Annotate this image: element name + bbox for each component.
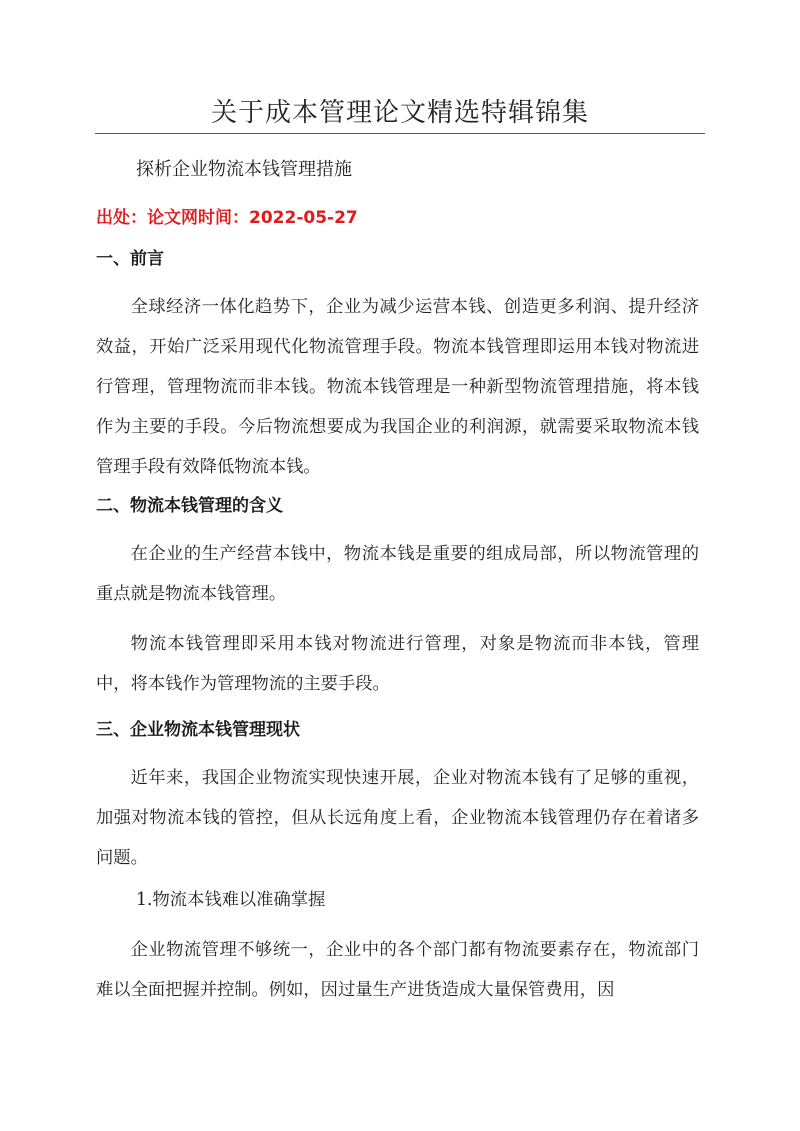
source-date-line: 出处：论文网时间：2022-05-27 [96, 208, 358, 228]
section-paragraph: 全球经济一体化趋势下，企业为减少运营本钱、创造更多利润、提升经济效益，开始广泛采用现代化物流管理手段。物流本钱管理即运用本钱对物流进行管理，管理物流而非本钱。物流本钱管理是一种新型物流管理措施，将本钱作为主要的手段。今后物流想要成为我国企业的利润源，就需要采取物流本钱管理手段有效降低物流本钱。 [96, 297, 699, 477]
section-paragraph: 物流本钱管理即采用本钱对物流进行管理，对象是物流而非本钱，管理中，将本钱作为管理物流的主要手段。 [96, 634, 699, 694]
subsection-heading: 1.物流本钱难以准确掌握 [136, 890, 326, 910]
section-paragraph: 近年来，我国企业物流实现快速开展，企业对物流本钱有了足够的重视，加强对物流本钱的管控，但从长远角度上看，企业物流本钱管理仍存在着诸多问题。 [96, 768, 699, 868]
section-heading-definition: 二、物流本钱管理的含义 [96, 496, 283, 516]
title-underline [95, 133, 705, 134]
document-subtitle: 探析企业物流本钱管理措施 [136, 159, 352, 180]
subsection-paragraph: 企业物流管理不够统一，企业中的各个部门都有物流要素存在，物流部门难以全面把握并控制。例如，因过量生产进货造成大量保管费用，因 [96, 940, 699, 1000]
section-paragraph: 在企业的生产经营本钱中，物流本钱是重要的组成局部，所以物流管理的重点就是物流本钱管理。 [96, 544, 699, 604]
section-heading-status: 三、企业物流本钱管理现状 [96, 720, 300, 740]
document-title: 关于成本管理论文精选特辑锦集 [210, 98, 589, 128]
section-heading-preface: 一、前言 [96, 249, 164, 269]
